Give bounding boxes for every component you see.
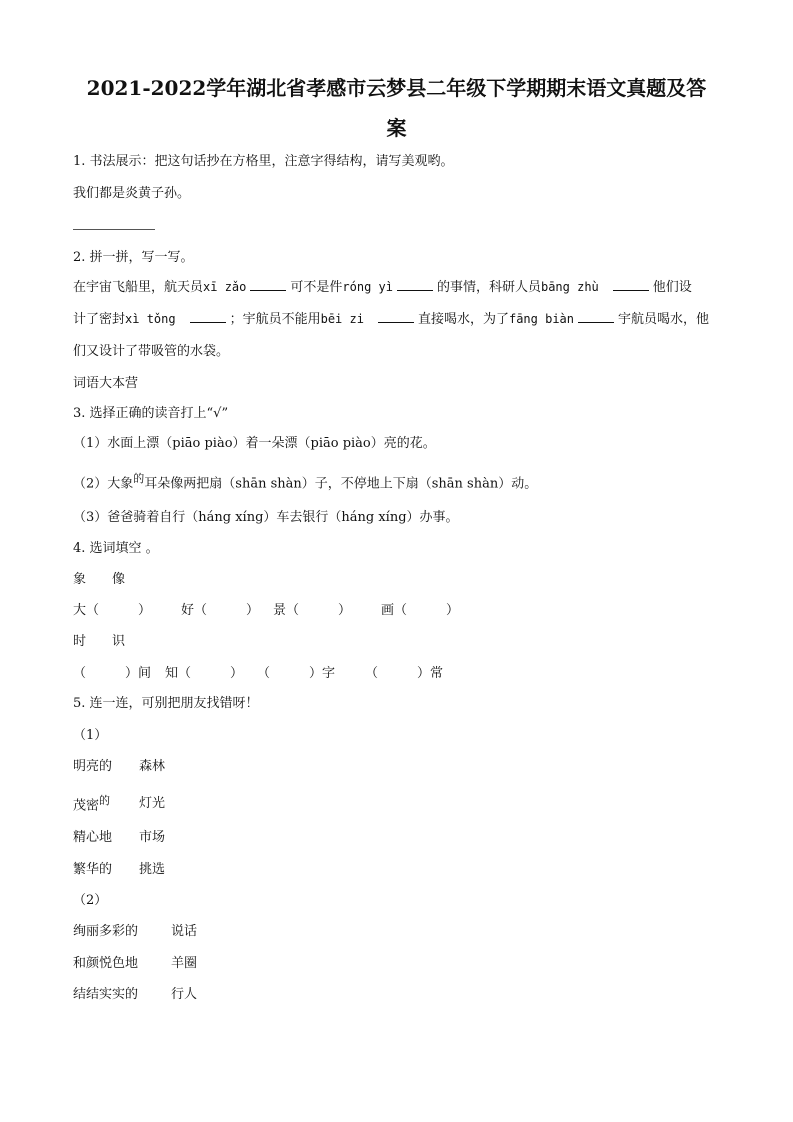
q3-s3: （3）爸爸骑着自行（háng xíng）车去银行（háng xíng）办事。 — [73, 510, 459, 525]
text-span: fāng biàn — [508, 312, 575, 326]
text-span: 直接喝水，为了 — [417, 312, 509, 327]
match-right: 森林 — [139, 759, 166, 774]
q3-prompt: 3. 选择正确的读音打上“√” — [73, 406, 229, 421]
match-right: 行人 — [171, 987, 198, 1002]
text-span: 可不是件 — [290, 280, 343, 295]
q4-row2 — [73, 662, 443, 681]
match-row — [73, 792, 110, 813]
text-span: bāng zhù — [540, 280, 599, 294]
text-span: （ ）常 — [365, 666, 444, 681]
text-span: xī zǎo — [203, 280, 247, 294]
text-span: xì tǒng — [125, 312, 176, 326]
text-span: 宇航员喝水，他 — [618, 312, 710, 327]
q2-prompt: 2. 拼一拼，写一写。 — [73, 250, 194, 265]
q3-s2 — [73, 470, 537, 491]
q2-line1 — [73, 276, 692, 295]
match-right: 说话 — [171, 924, 198, 939]
text-span — [250, 290, 286, 291]
q5-group1: （1） — [73, 728, 108, 743]
section-heading: 词语大本营 — [73, 376, 139, 391]
text-span — [578, 322, 614, 323]
q4-pair2: 时 识 — [73, 634, 126, 649]
text-span: （ ）字 — [257, 666, 336, 681]
text-span: 繁华的 — [73, 862, 113, 877]
text-span — [378, 322, 414, 323]
text-span — [190, 322, 226, 323]
text-span: （ ）间 — [73, 666, 152, 681]
text-span: 好（ ） — [181, 603, 260, 618]
match-right: 市场 — [139, 830, 166, 845]
text-span: 的 — [99, 794, 111, 807]
text-span: 大（ ） — [73, 603, 152, 618]
q1-prompt: 1. 书法展示：把这句话抄在方格里，注意字得结构，请写美观哟。 — [73, 154, 454, 169]
match-right: 灯光 — [139, 796, 166, 811]
text-span: 的事情，科研人员 — [436, 280, 541, 295]
text-span — [397, 290, 433, 291]
text-span: 茂密 — [73, 798, 100, 814]
q2-line2 — [73, 308, 709, 327]
match-left: 结结实实的 — [73, 987, 139, 1002]
match-left: 和颜悦色地 — [73, 956, 139, 971]
text-span: 知（ ） — [165, 666, 244, 681]
match-right: 羊圈 — [171, 956, 198, 971]
match-row — [73, 826, 112, 845]
q4-pair1: 象 像 — [73, 572, 126, 587]
text-span: bēi zi — [320, 312, 364, 326]
q4-row1 — [73, 599, 459, 618]
match-row — [73, 858, 112, 877]
match-right: 挑选 — [139, 862, 166, 877]
q4-prompt: 4. 选词填空 。 — [73, 541, 159, 556]
q5-group2: （2） — [73, 893, 108, 908]
text-span: 耳朵像两把扇（shān shàn）子，不停地上下扇（shān shàn）动。 — [144, 476, 538, 492]
document-title: 2021-2022学年湖北省孝感市云梦县二年级下学期期末语文真题及答 — [86, 76, 707, 100]
document-title-cont: 案 — [386, 116, 407, 140]
q3-s1: （1）水面上漂（piāo piào）着一朵漂（piāo piào）亮的花。 — [73, 436, 436, 451]
text-span: róng yì — [342, 280, 393, 294]
text-span: 计了密封 — [73, 312, 126, 327]
text-span: 景（ ） — [273, 603, 352, 618]
text-span: （2）大象 — [73, 476, 134, 492]
answer-line — [73, 229, 155, 230]
text-span: 精心地 — [73, 830, 113, 845]
match-left: 绚丽多彩的 — [73, 924, 139, 939]
text-span: 他们设 — [652, 280, 692, 295]
match-row — [73, 755, 112, 774]
text-span: 画（ ） — [381, 603, 460, 618]
text-span: ；宇航员不能用 — [229, 312, 321, 327]
text-span: 在宇宙飞船里，航天员 — [73, 280, 204, 295]
q2-line3: 们又设计了带吸管的水袋。 — [73, 344, 230, 359]
q1-sentence: 我们都是炎黄子孙。 — [73, 186, 191, 201]
q5-prompt: 5. 连一连，可别把朋友找错呀！ — [73, 696, 259, 711]
text-span — [613, 290, 649, 291]
text-span: 明亮的 — [73, 759, 113, 774]
text-span: 的 — [133, 472, 145, 485]
